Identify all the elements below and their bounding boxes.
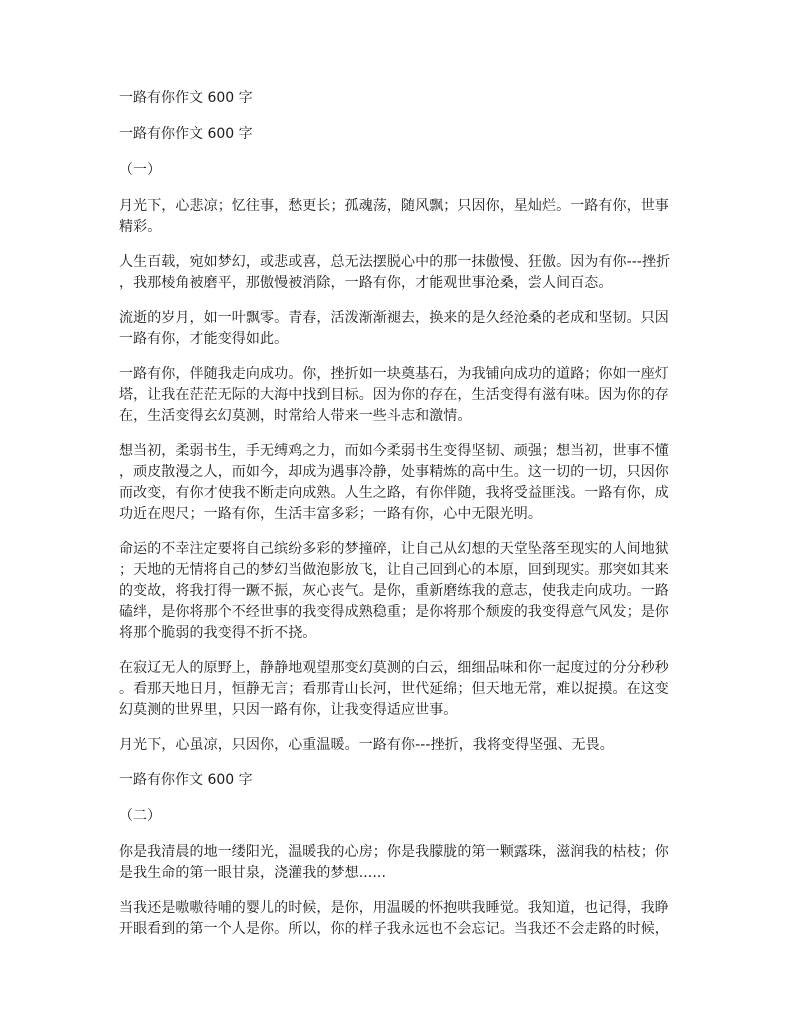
text-line: 将那个脆弱的我变得不折不挠。: [119, 625, 317, 641]
text-line: 幻莫测的世界里，只因一路有你，让我变得适应世事。: [119, 702, 458, 718]
document-title: 一路有你作文 600 字: [119, 90, 253, 106]
text-line: ，顽皮散漫之人，而如今，却成为遇事冷静，处事精炼的高中生。这一切的一切，只因你: [119, 464, 669, 480]
section-heading-two: （二）: [119, 808, 161, 824]
text-line: 流逝的岁月，如一叶飘零。青春，活泼渐渐褪去，换来的是久经沧桑的老成和坚韧。只因: [119, 310, 669, 326]
text-line: 塔，让我在茫茫无际的大海中找到目标。因为你的存在，生活变得有滋有味。因为你的存: [119, 387, 669, 403]
text-line: 精彩。: [119, 219, 162, 235]
text-line: 一路有你，伴随我走向成功。你，挫折如一块奠基石，为我铺向成功的道路；你如一座灯: [119, 366, 669, 382]
paragraph: [119, 252, 684, 294]
paragraph: [119, 658, 684, 721]
text-line: 当我还是嗷嗷待哺的婴儿的时候，是你，用温暖的怀抱哄我睡觉。我知道，也记得，我睁: [119, 900, 669, 916]
paragraph: [119, 735, 684, 756]
text-line: 想当初，柔弱书生，手无缚鸡之力，而如今柔弱书生变得坚韧、顽强；想当初，世事不懂: [119, 443, 669, 459]
text-line: 在寂辽无人的原野上，静静地观望那变幻莫测的白云，细细品味和你一起度过的分分秒秒: [119, 660, 669, 676]
text-line: 而改变，有你才使我不断走向成熟。人生之路，有你伴随，我将受益匪浅。一路有你，成: [119, 485, 669, 501]
paragraph: [119, 898, 684, 940]
text-line: 人生百载，宛如梦幻，或悲或喜，总无法摆脱心中的那一抹傲慢、狂傲。因为有你---挫折: [119, 254, 671, 270]
text-line: 的变故，将我打得一蹶不振，灰心丧气。是你，重新磨练我的意志，使我走向成功。一路: [119, 583, 669, 599]
essay-title: 一路有你作文 600 字: [119, 772, 253, 788]
paragraph: [119, 364, 684, 427]
paragraph: [119, 308, 684, 350]
text-line: ；天地的无情将自己的梦幻当做泡影放飞，让自己回到心的本原，回到现实。那突如其来: [119, 562, 669, 578]
paragraph: [119, 196, 684, 238]
text-line: 你是我清晨的地一缕阳光，温暖我的心房；你是我朦胧的第一颗露珠，滋润我的枯枝；你: [119, 844, 669, 860]
essay-title: 一路有你作文 600 字: [119, 126, 253, 142]
paragraph: [119, 441, 684, 525]
text-line: 一路有你，才能变得如此。: [119, 331, 289, 347]
section-two-body: [119, 842, 684, 940]
section-one-body: [119, 196, 684, 756]
text-line: 功近在咫尺；一路有你，生活丰富多彩；一路有你，心中无限光明。: [119, 506, 542, 522]
text-line: 开眼看到的第一个人是你。所以，你的样子我永远也不会忘记。当我还不会走路的时候，: [119, 921, 669, 937]
document-page: [119, 88, 684, 954]
text-line: ，我那棱角被磨平，那傲慢被消除，一路有你，才能观世事沧桑，尝人间百态。: [119, 275, 613, 291]
text-line: 月光下，心虽凉，只因你，心重温暖。一路有你---挫折，我将变得坚强、无畏。: [119, 737, 614, 753]
text-line: 。看那天地日月，恒静无言；看那青山长河，世代延绵；但天地无常，难以捉摸。在这变: [119, 681, 669, 697]
text-line: 月光下，心悲凉；忆往事，愁更长；孤魂荡，随风飘；只因你，星灿烂。一路有你，世事: [119, 198, 669, 214]
paragraph: [119, 539, 684, 644]
paragraph: [119, 842, 684, 884]
text-line: 磕绊，是你将那个不经世事的我变得成熟稳重；是你将那个颓废的我变得意气风发；是你: [119, 604, 669, 620]
text-line: 命运的不幸注定要将自己缤纷多彩的梦撞碎，让自己从幻想的天堂坠落至现实的人间地狱: [119, 541, 669, 557]
section-heading-one: （一）: [119, 162, 161, 178]
text-line: 是我生命的第一眼甘泉，浇灌我的梦想......: [119, 865, 386, 881]
text-line: 在，生活变得玄幻莫测，时常给人带来一些斗志和激情。: [119, 408, 472, 424]
